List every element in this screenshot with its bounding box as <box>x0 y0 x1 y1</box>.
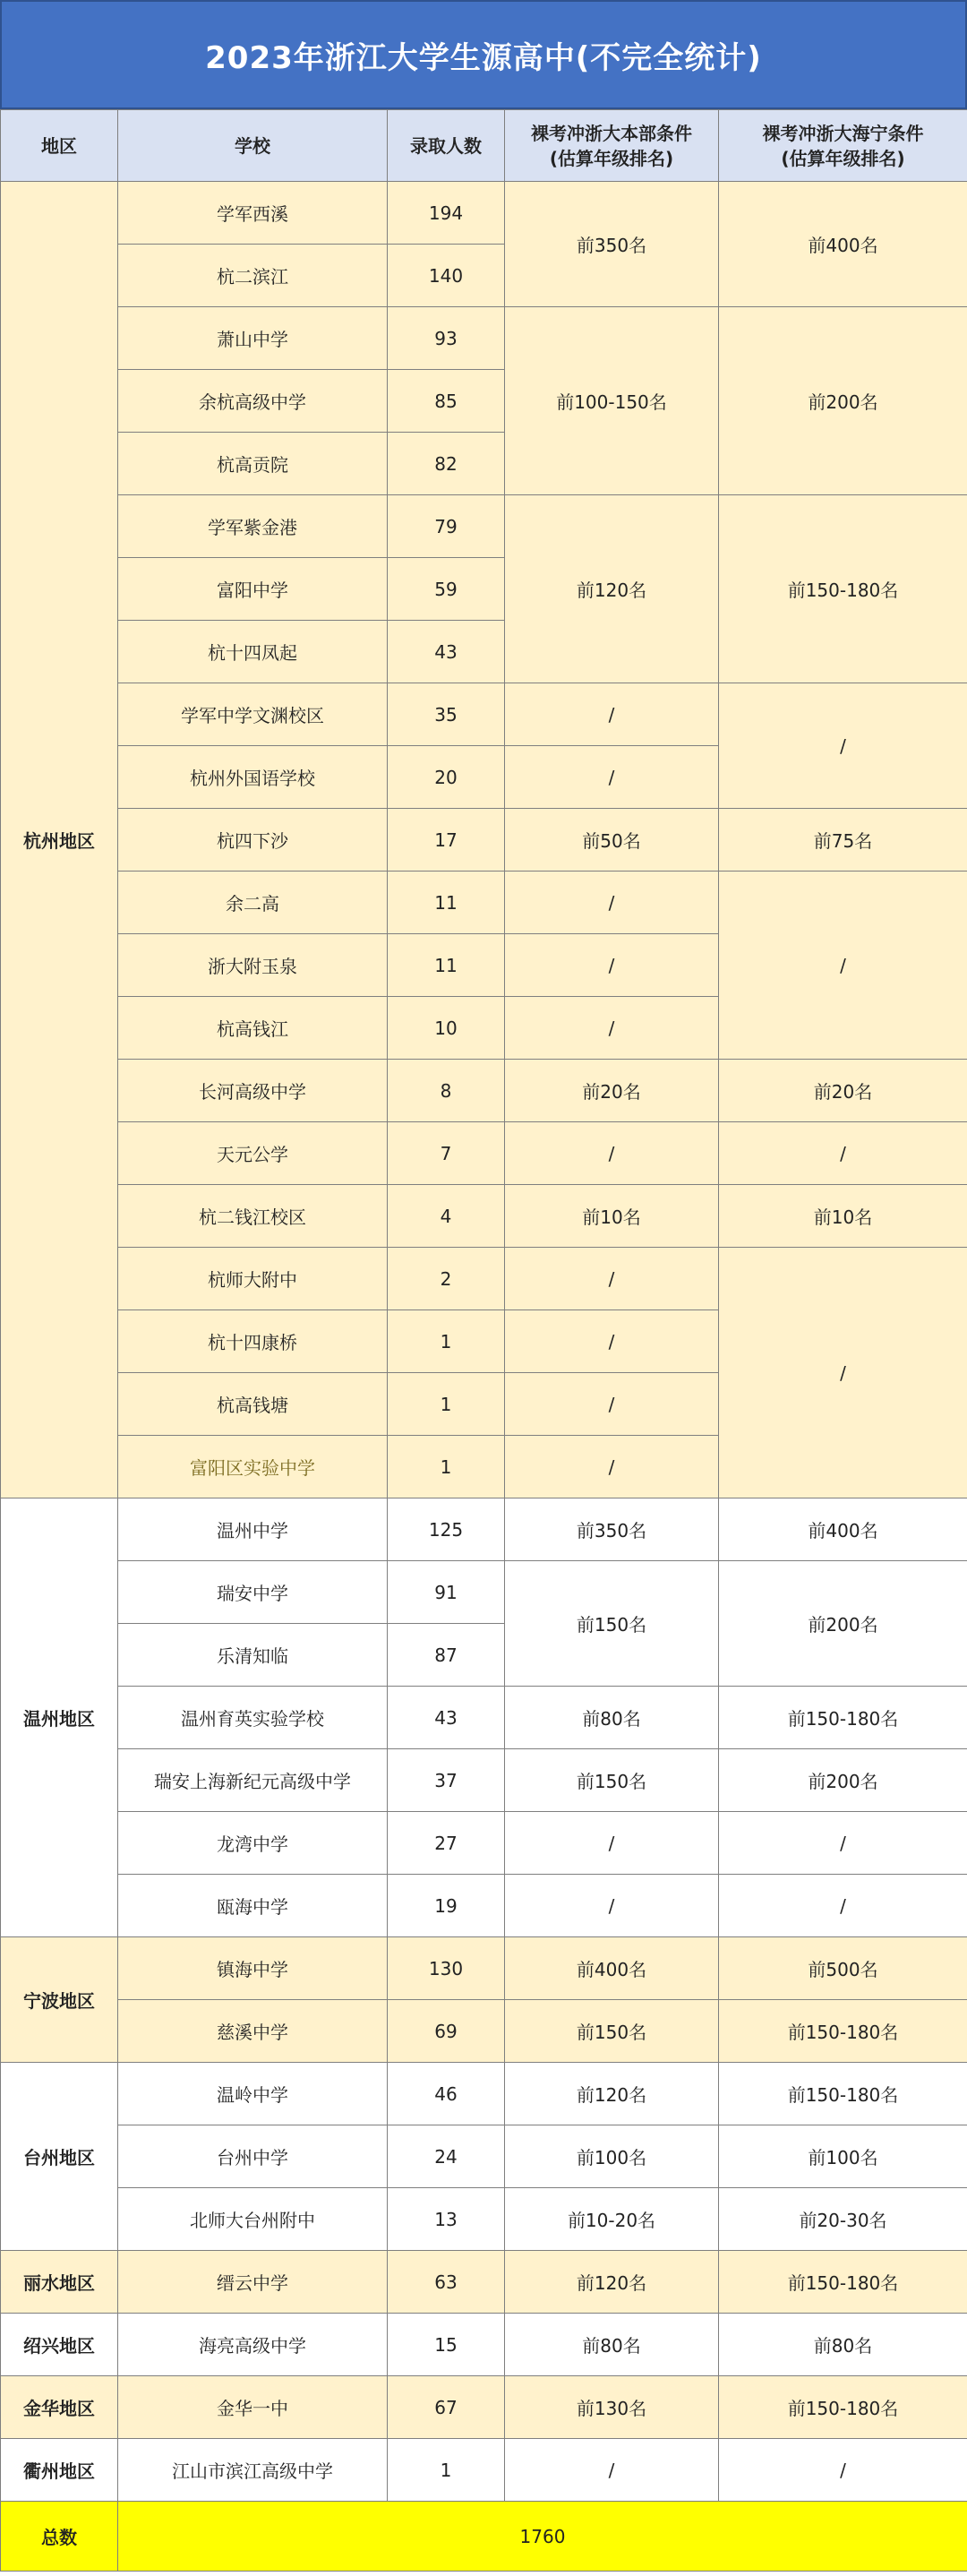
header-school: 学校 <box>118 110 388 182</box>
haining-condition-cell: 前400名 <box>719 1498 967 1561</box>
count-cell: 46 <box>388 2063 505 2125</box>
count-cell: 7 <box>388 1122 505 1185</box>
main-condition-cell: / <box>505 1812 719 1875</box>
count-cell: 43 <box>388 621 505 683</box>
school-cell: 杭高钱江 <box>118 997 388 1060</box>
main-condition-cell: 前130名 <box>505 2376 719 2439</box>
table-row <box>1 1122 967 1185</box>
school-cell: 镇海中学 <box>118 1937 388 2000</box>
main-condition-cell: 前50名 <box>505 809 719 872</box>
region-lishui: 丽水地区 <box>1 2251 118 2314</box>
haining-condition-cell: / <box>719 872 967 1060</box>
main-condition-cell: 前120名 <box>505 2251 719 2314</box>
count-cell: 93 <box>388 307 505 370</box>
count-cell: 43 <box>388 1687 505 1749</box>
count-cell: 59 <box>388 558 505 621</box>
main-condition-cell: 前150名 <box>505 1749 719 1812</box>
count-cell: 87 <box>388 1624 505 1687</box>
table-row <box>1 1937 967 2000</box>
table-row <box>1 182 967 245</box>
table-header-row <box>1 110 967 182</box>
haining-condition-cell: / <box>719 683 967 809</box>
count-cell: 27 <box>388 1812 505 1875</box>
table-row <box>1 2063 967 2125</box>
table-row <box>1 1185 967 1248</box>
count-cell: 130 <box>388 1937 505 2000</box>
school-cell: 龙湾中学 <box>118 1812 388 1875</box>
count-cell: 15 <box>388 2314 505 2376</box>
school-cell: 萧山中学 <box>118 307 388 370</box>
count-cell: 1 <box>388 2439 505 2502</box>
main-condition-cell: 前20名 <box>505 1060 719 1122</box>
main-condition-cell: 前100-150名 <box>505 307 719 495</box>
count-cell: 10 <box>388 997 505 1060</box>
count-cell: 79 <box>388 495 505 558</box>
school-cell: 余二高 <box>118 872 388 934</box>
table-row <box>1 1812 967 1875</box>
school-cell: 杭二钱江校区 <box>118 1185 388 1248</box>
haining-condition-cell: / <box>719 1875 967 1937</box>
haining-condition-cell: 前150-180名 <box>719 2251 967 2314</box>
region-shaoxing: 绍兴地区 <box>1 2314 118 2376</box>
haining-condition-cell: 前150-180名 <box>719 2376 967 2439</box>
table-row <box>1 2439 967 2502</box>
school-cell: 金华一中 <box>118 2376 388 2439</box>
count-cell: 11 <box>388 934 505 997</box>
main-condition-cell: / <box>505 746 719 809</box>
school-cell: 台州中学 <box>118 2125 388 2188</box>
haining-condition-cell: 前200名 <box>719 1561 967 1687</box>
main-condition-cell: 前80名 <box>505 2314 719 2376</box>
header-region: 地区 <box>1 110 118 182</box>
haining-condition-cell: 前200名 <box>719 307 967 495</box>
haining-condition-cell: 前10名 <box>719 1185 967 1248</box>
count-cell: 63 <box>388 2251 505 2314</box>
header-main-campus: 裸考冲浙大本部条件 (估算年级排名) <box>505 110 719 182</box>
haining-condition-cell: / <box>719 1122 967 1185</box>
region-wenzhou: 温州地区 <box>1 1498 118 1937</box>
total-value: 1760 <box>118 2502 967 2572</box>
count-cell: 35 <box>388 683 505 746</box>
school-cell: 富阳中学 <box>118 558 388 621</box>
school-cell: 江山市滨江高级中学 <box>118 2439 388 2502</box>
header-haining-campus: 裸考冲浙大海宁条件 (估算年级排名) <box>719 110 967 182</box>
main-condition-cell: 前100名 <box>505 2125 719 2188</box>
haining-condition-cell: 前20名 <box>719 1060 967 1122</box>
school-cell: 学军紫金港 <box>118 495 388 558</box>
school-cell: 余杭高级中学 <box>118 370 388 433</box>
main-condition-cell: 前10名 <box>505 1185 719 1248</box>
region-jinhua: 金华地区 <box>1 2376 118 2439</box>
count-cell: 24 <box>388 2125 505 2188</box>
count-cell: 125 <box>388 1498 505 1561</box>
table-row <box>1 1561 967 1624</box>
main-condition-cell: / <box>505 1310 719 1373</box>
count-cell: 2 <box>388 1248 505 1310</box>
count-cell: 140 <box>388 245 505 307</box>
school-cell: 长河高级中学 <box>118 1060 388 1122</box>
school-cell: 学军中学文渊校区 <box>118 683 388 746</box>
school-cell: 温州育英实验学校 <box>118 1687 388 1749</box>
count-cell: 194 <box>388 182 505 245</box>
table-row <box>1 495 967 558</box>
region-taizhou: 台州地区 <box>1 2063 118 2251</box>
school-cell: 海亮高级中学 <box>118 2314 388 2376</box>
school-cell: 温岭中学 <box>118 2063 388 2125</box>
main-condition-cell: / <box>505 1436 719 1498</box>
main-condition-cell: / <box>505 1122 719 1185</box>
count-cell: 1 <box>388 1436 505 1498</box>
haining-condition-cell: 前150-180名 <box>719 495 967 683</box>
main-condition-cell: 前120名 <box>505 2063 719 2125</box>
count-cell: 17 <box>388 809 505 872</box>
school-cell: 瑞安中学 <box>118 1561 388 1624</box>
school-cell: 学军西溪 <box>118 182 388 245</box>
haining-condition-cell: 前150-180名 <box>719 1687 967 1749</box>
school-cell: 北师大台州附中 <box>118 2188 388 2251</box>
admissions-table <box>0 109 967 2572</box>
haining-condition-cell: / <box>719 1812 967 1875</box>
school-cell: 富阳区实验中学 <box>118 1436 388 1498</box>
count-cell: 8 <box>388 1060 505 1122</box>
count-cell: 37 <box>388 1749 505 1812</box>
count-cell: 19 <box>388 1875 505 1937</box>
page-title: 2023年浙江大学生源高中(不完全统计) <box>0 0 967 109</box>
main-condition-cell: / <box>505 1373 719 1436</box>
table-row <box>1 2188 967 2251</box>
haining-condition-cell: 前150-180名 <box>719 2000 967 2063</box>
haining-condition-cell: / <box>719 1248 967 1498</box>
count-cell: 11 <box>388 872 505 934</box>
school-cell: 杭十四康桥 <box>118 1310 388 1373</box>
haining-condition-cell: / <box>719 2439 967 2502</box>
region-quzhou: 衢州地区 <box>1 2439 118 2502</box>
count-cell: 91 <box>388 1561 505 1624</box>
count-cell: 20 <box>388 746 505 809</box>
count-cell: 4 <box>388 1185 505 1248</box>
table-row <box>1 1060 967 1122</box>
table-row <box>1 1875 967 1937</box>
table-row <box>1 872 967 934</box>
region-hangzhou: 杭州地区 <box>1 182 118 1498</box>
table-row <box>1 2125 967 2188</box>
table-row <box>1 2314 967 2376</box>
count-cell: 69 <box>388 2000 505 2063</box>
haining-condition-cell: 前400名 <box>719 182 967 307</box>
school-cell: 慈溪中学 <box>118 2000 388 2063</box>
main-condition-cell: 前120名 <box>505 495 719 683</box>
main-condition-cell: 前150名 <box>505 2000 719 2063</box>
school-cell: 瑞安上海新纪元高级中学 <box>118 1749 388 1812</box>
main-condition-cell: 前10-20名 <box>505 2188 719 2251</box>
table-row <box>1 809 967 872</box>
table-row <box>1 1248 967 1310</box>
main-condition-cell: 前350名 <box>505 182 719 307</box>
total-label: 总数 <box>1 2502 118 2572</box>
total-row <box>1 2502 967 2572</box>
main-condition-cell: / <box>505 2439 719 2502</box>
main-condition-cell: 前80名 <box>505 1687 719 1749</box>
haining-condition-cell: 前75名 <box>719 809 967 872</box>
school-cell: 杭十四凤起 <box>118 621 388 683</box>
table-row <box>1 683 967 746</box>
main-condition-cell: 前150名 <box>505 1561 719 1687</box>
haining-condition-cell: 前80名 <box>719 2314 967 2376</box>
table-row <box>1 1749 967 1812</box>
school-cell: 杭师大附中 <box>118 1248 388 1310</box>
table-row <box>1 2000 967 2063</box>
count-cell: 13 <box>388 2188 505 2251</box>
haining-condition-cell: 前20-30名 <box>719 2188 967 2251</box>
school-cell: 杭高贡院 <box>118 433 388 495</box>
main-condition-cell: / <box>505 1248 719 1310</box>
school-cell: 杭二滨江 <box>118 245 388 307</box>
count-cell: 85 <box>388 370 505 433</box>
table-row <box>1 1687 967 1749</box>
school-cell: 温州中学 <box>118 1498 388 1561</box>
table-row <box>1 2251 967 2314</box>
school-cell: 天元公学 <box>118 1122 388 1185</box>
haining-condition-cell: 前500名 <box>719 1937 967 2000</box>
main-condition-cell: 前350名 <box>505 1498 719 1561</box>
header-count: 录取人数 <box>388 110 505 182</box>
count-cell: 1 <box>388 1373 505 1436</box>
school-cell: 瓯海中学 <box>118 1875 388 1937</box>
main-condition-cell: / <box>505 934 719 997</box>
main-condition-cell: / <box>505 872 719 934</box>
school-cell: 乐清知临 <box>118 1624 388 1687</box>
main-condition-cell: 前400名 <box>505 1937 719 2000</box>
main-condition-cell: / <box>505 1875 719 1937</box>
table-row <box>1 2376 967 2439</box>
region-ningbo: 宁波地区 <box>1 1937 118 2063</box>
school-cell: 杭四下沙 <box>118 809 388 872</box>
table-row <box>1 1498 967 1561</box>
haining-condition-cell: 前200名 <box>719 1749 967 1812</box>
school-cell: 杭高钱塘 <box>118 1373 388 1436</box>
haining-condition-cell: 前150-180名 <box>719 2063 967 2125</box>
school-cell: 缙云中学 <box>118 2251 388 2314</box>
main-condition-cell: / <box>505 683 719 746</box>
count-cell: 82 <box>388 433 505 495</box>
school-cell: 杭州外国语学校 <box>118 746 388 809</box>
main-condition-cell: / <box>505 997 719 1060</box>
table-row <box>1 307 967 370</box>
school-cell: 浙大附玉泉 <box>118 934 388 997</box>
haining-condition-cell: 前100名 <box>719 2125 967 2188</box>
count-cell: 67 <box>388 2376 505 2439</box>
count-cell: 1 <box>388 1310 505 1373</box>
